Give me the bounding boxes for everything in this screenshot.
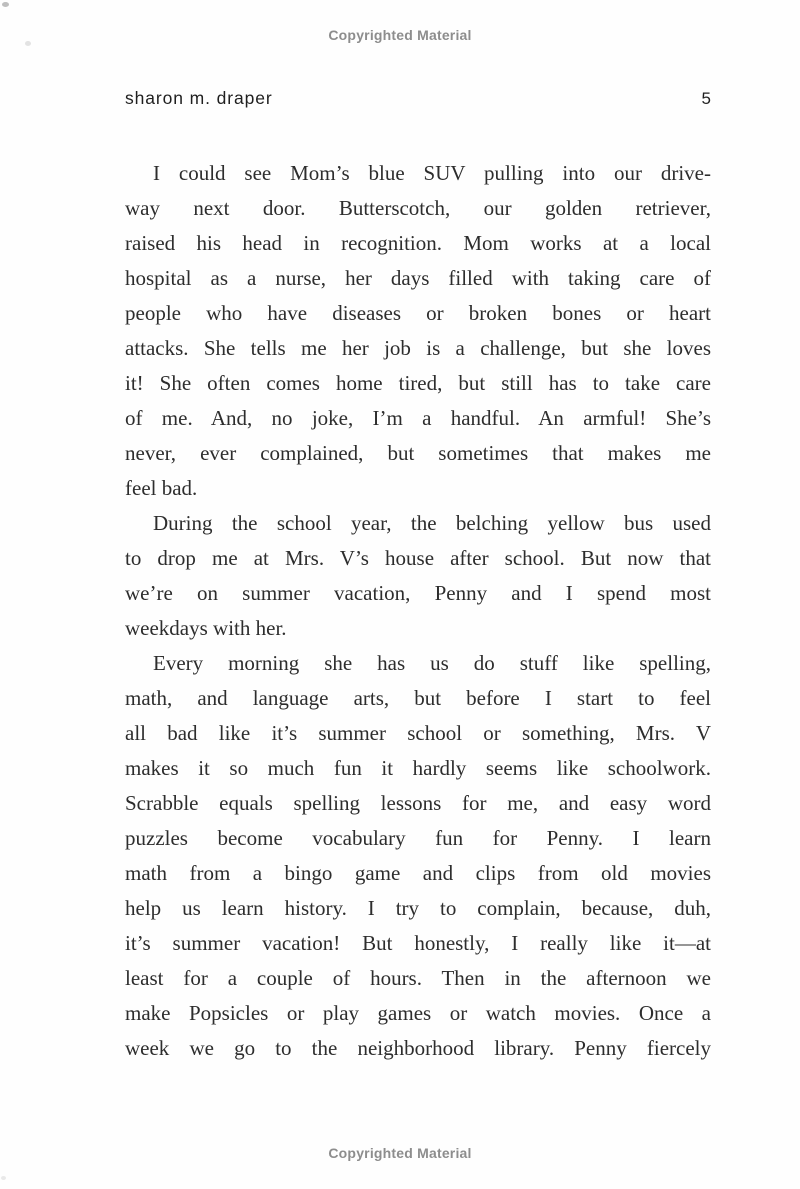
text-line: During the school year, the belching yellow bus used: [153, 511, 711, 535]
text-line: to drop me at Mrs. V’s house after school. But now that: [125, 546, 711, 570]
paragraph: [125, 156, 711, 506]
paragraph: [125, 646, 711, 1066]
text-line: it! She often comes home tired, but still has to take care: [125, 371, 711, 395]
author-name: sharon m. draper: [125, 88, 273, 108]
text-line: all bad like it’s summer school or something, Mrs. V: [125, 721, 711, 745]
page-header: [125, 88, 711, 109]
text-line: week we go to the neighborhood library. Penny fiercely: [125, 1036, 711, 1060]
text-line: hospital as a nurse, her days filled with taking care of: [125, 266, 711, 290]
text-line: help us learn history. I try to complain, because, duh,: [125, 896, 711, 920]
text-line: it’s summer vacation! But honestly, I really like it—at: [125, 931, 711, 955]
text-line: raised his head in recognition. Mom works at a local: [125, 231, 711, 255]
text-line: I could see Mom’s blue SUV pulling into our drive-: [153, 161, 711, 185]
text-line: least for a couple of hours. Then in the afternoon we: [125, 966, 711, 990]
scan-speck: [25, 41, 31, 46]
body-text: [125, 156, 711, 1066]
copyright-notice-top: Copyrighted Material: [328, 27, 472, 43]
text-line: feel bad.: [125, 476, 198, 500]
text-line: puzzles become vocabulary fun for Penny. I learn: [125, 826, 711, 850]
text-line: never, ever complained, but sometimes that makes me: [125, 441, 711, 465]
text-line: of me. And, no joke, I’m a handful. An armful! She’s: [125, 406, 711, 430]
text-line: people who have diseases or broken bones or heart: [125, 301, 711, 325]
text-line: makes it so much fun it hardly seems like schoolwork.: [125, 756, 711, 780]
page-number: 5: [701, 89, 711, 108]
text-line: we’re on summer vacation, Penny and I spend most: [125, 581, 711, 605]
paragraph: [125, 506, 711, 646]
text-line: math, and language arts, but before I start to feel: [125, 686, 711, 710]
text-line: Scrabble equals spelling lessons for me, and easy word: [125, 791, 711, 815]
scan-speck: [1, 1176, 6, 1180]
text-line: math from a bingo game and clips from old movies: [125, 861, 711, 885]
text-line: make Popsicles or play games or watch movies. Once a: [125, 1001, 711, 1025]
text-line: way next door. Butterscotch, our golden retriever,: [125, 196, 711, 220]
text-line: Every morning she has us do stuff like spelling,: [153, 651, 711, 675]
copyright-notice-bottom: Copyrighted Material: [328, 1145, 472, 1161]
scan-speck: [2, 2, 9, 7]
text-line: weekdays with her.: [125, 616, 287, 640]
text-line: attacks. She tells me her job is a challenge, but she loves: [125, 336, 711, 360]
